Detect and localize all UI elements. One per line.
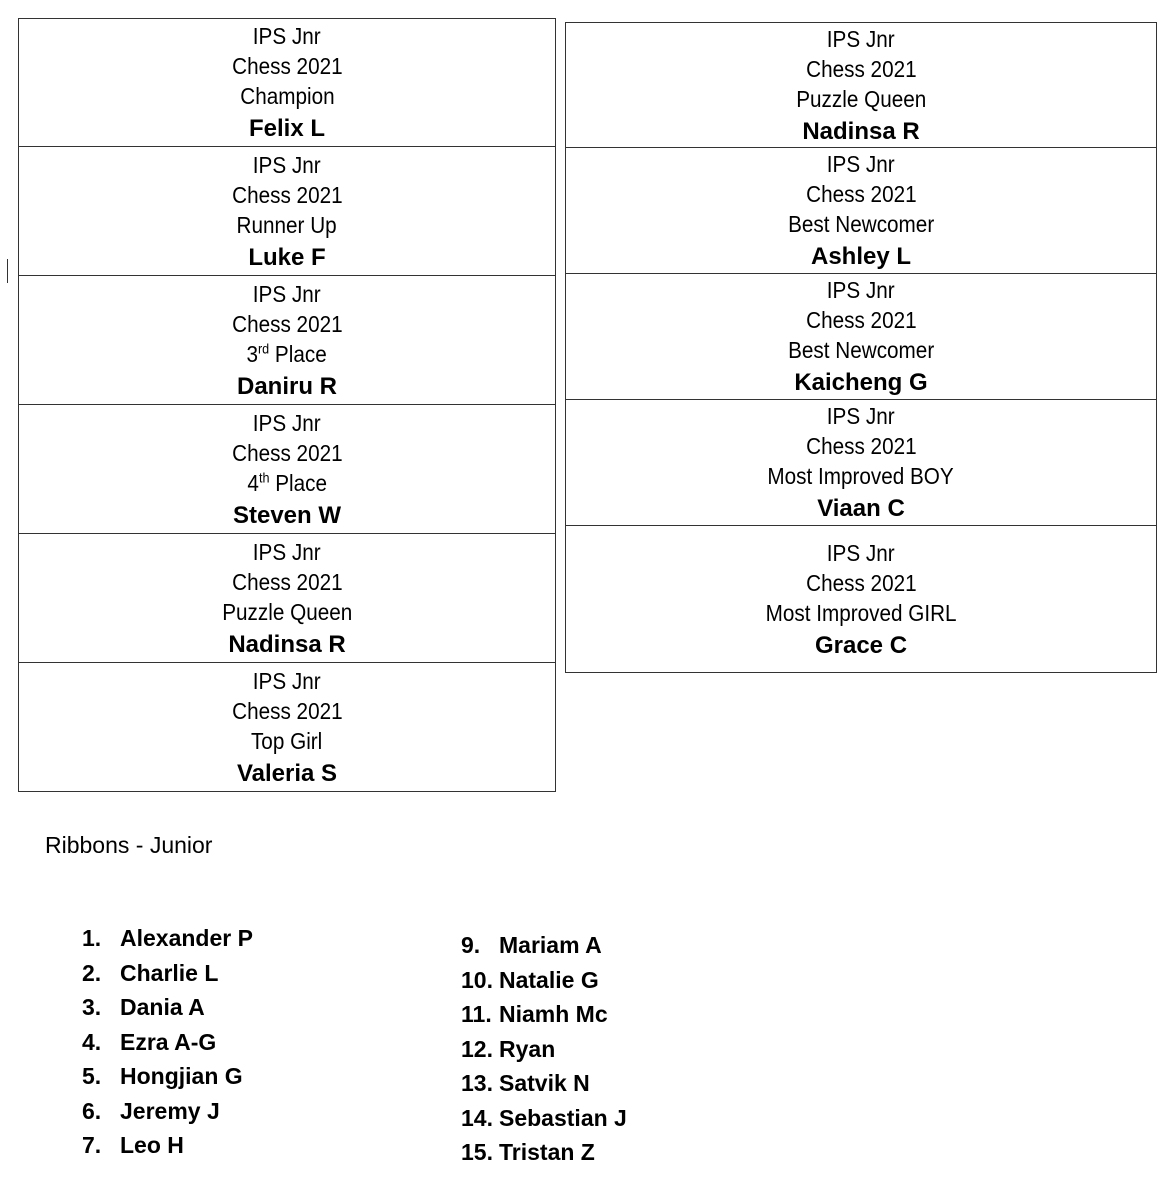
cert-event: Chess 2021 (805, 181, 917, 207)
list-item: 14. Sebastian J (461, 1104, 627, 1131)
list-item: 3. Dania A (82, 994, 205, 1020)
cert-recipient: Felix L (248, 115, 326, 142)
cert-org: IPS Jnr (827, 539, 895, 566)
cert-org: IPS Jnr (253, 409, 321, 436)
certificate-puzzle-queen (18, 534, 556, 663)
cert-award: Most Improved GIRL (765, 599, 957, 626)
certificate-top-girl (18, 663, 556, 792)
certificate-best-newcomer-1 (565, 148, 1157, 274)
list-item: 1. Alexander P (82, 925, 253, 951)
cert-recipient: Grace C (814, 631, 908, 659)
list-item: 2. Charlie L (82, 959, 219, 986)
cert-event: Chess 2021 (231, 697, 343, 724)
cert-recipient: Daniru R (236, 372, 337, 400)
cert-event: Chess 2021 (231, 310, 343, 337)
cert-award: Most Improved BOY (767, 463, 955, 489)
list-item: 9. Mariam A (461, 932, 602, 958)
list-item: 15. Tristan Z (461, 1139, 595, 1165)
cert-recipient: Luke F (248, 243, 326, 271)
list-item: 7. Leo H (82, 1132, 184, 1158)
cert-org: IPS Jnr (827, 151, 895, 177)
cert-org: IPS Jnr (253, 667, 321, 694)
certificate-champion (18, 18, 556, 147)
list-item: 5. Hongjian G (82, 1063, 243, 1089)
cert-recipient: Viaan C (817, 495, 905, 522)
cert-event: Chess 2021 (805, 433, 917, 459)
certificate-most-improved-boy (565, 400, 1157, 526)
cert-event: Chess 2021 (805, 569, 917, 596)
cert-org: IPS Jnr (827, 277, 895, 303)
cert-event: Chess 2021 (805, 307, 917, 333)
cert-award: Best Newcomer (787, 337, 935, 363)
list-item: 11. Niamh Mc (461, 1001, 608, 1027)
list-item: 12. Ryan (461, 1035, 556, 1062)
certificate-fourth-place (18, 405, 556, 534)
cert-org: IPS Jnr (253, 538, 321, 565)
cert-recipient: Steven W (232, 501, 342, 529)
cert-award: Runner Up (236, 211, 338, 238)
cert-org: IPS Jnr (827, 403, 895, 429)
certificate-most-improved-girl (565, 526, 1157, 673)
right-certificate-column (565, 22, 1157, 673)
cert-event: Chess 2021 (231, 439, 343, 466)
cert-award: Top Girl (251, 727, 323, 754)
cert-recipient: Ashley L (810, 243, 912, 270)
certificate-third-place (18, 276, 556, 405)
cert-event: Chess 2021 (231, 181, 343, 208)
list-item: 6. Jeremy J (82, 1097, 220, 1124)
list-item: 10. Natalie G (461, 966, 599, 993)
cert-recipient: Valeria S (236, 759, 338, 787)
cert-award: 3rd Place (246, 339, 328, 367)
left-certificate-column (18, 18, 556, 792)
cert-event: Chess 2021 (231, 568, 343, 595)
cert-recipient: Kaicheng G (794, 369, 928, 396)
cert-event: Chess 2021 (805, 55, 917, 82)
cert-award: Champion (239, 83, 335, 109)
certificate-puzzle-queen-2 (565, 22, 1157, 148)
cert-org: IPS Jnr (827, 25, 895, 52)
ribbons-list-right (461, 928, 627, 1170)
list-item: 4. Ezra A-G (82, 1028, 217, 1055)
certificate-runner-up (18, 147, 556, 276)
ribbons-list-left (82, 921, 253, 1163)
cert-org: IPS Jnr (253, 280, 321, 307)
ribbons-heading: Ribbons - Junior (45, 832, 213, 858)
cert-recipient: Nadinsa R (802, 117, 920, 145)
cert-award: Best Newcomer (787, 211, 935, 237)
certificate-best-newcomer-2 (565, 274, 1157, 400)
cert-org: IPS Jnr (253, 23, 321, 49)
cursor-mark (7, 259, 8, 283)
cert-org: IPS Jnr (253, 151, 321, 178)
cert-award: 4th Place (247, 468, 327, 496)
cert-event: Chess 2021 (231, 53, 343, 79)
cert-recipient: Nadinsa R (228, 630, 346, 658)
cert-award: Puzzle Queen (221, 598, 353, 625)
cert-award: Puzzle Queen (795, 85, 927, 112)
list-item: 13. Satvik N (461, 1070, 590, 1096)
